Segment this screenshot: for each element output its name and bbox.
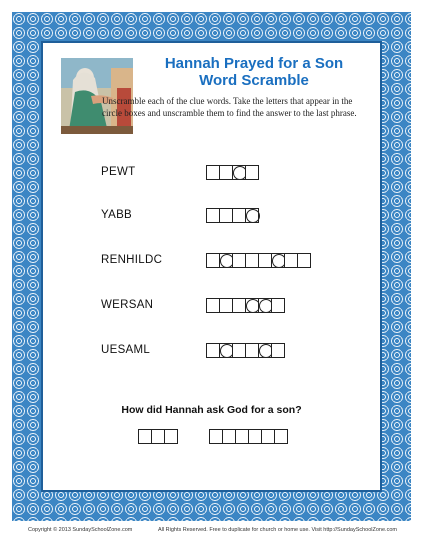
letter-box[interactable] xyxy=(271,343,285,358)
letter-box-row xyxy=(206,208,259,223)
answer-letter-box[interactable] xyxy=(164,429,178,444)
title-line-1: Hannah Prayed for a Son xyxy=(164,55,344,72)
answer-letter-box[interactable] xyxy=(222,429,236,444)
circled-letter-box[interactable] xyxy=(258,298,272,313)
letter-box-row xyxy=(206,343,285,358)
answer-letter-box[interactable] xyxy=(261,429,275,444)
letter-box[interactable] xyxy=(206,298,220,313)
letter-box[interactable] xyxy=(219,298,233,313)
instructions-text: Unscramble each of the clue words. Take the letters that appear in the circle boxes and unscramble them to find the answer to the last phrase. xyxy=(102,96,357,118)
worksheet-title xyxy=(147,55,361,89)
letter-box[interactable] xyxy=(232,343,246,358)
letter-box[interactable] xyxy=(232,253,246,268)
answer-letter-box[interactable] xyxy=(209,429,223,444)
circled-letter-box[interactable] xyxy=(271,253,285,268)
letter-box[interactable] xyxy=(206,343,220,358)
letter-box[interactable] xyxy=(219,208,233,223)
letter-box[interactable] xyxy=(206,253,220,268)
answer-letter-box[interactable] xyxy=(138,429,152,444)
clue-word: PEWT xyxy=(101,166,136,178)
final-question: How did Hannah ask God for a son? xyxy=(121,404,302,416)
letter-box[interactable] xyxy=(206,165,220,180)
footer-copyright: Copyright © 2013 SundaySchoolZone.com xyxy=(28,527,133,533)
letter-box[interactable] xyxy=(284,253,298,268)
clue-word: YABB xyxy=(101,209,133,221)
letter-box-row xyxy=(206,253,311,268)
footer-rights: All Rights Reserved. Free to duplicate for church or home use. Visit http://SundaySchoolZone.com xyxy=(158,527,397,533)
letter-box[interactable] xyxy=(271,298,285,313)
answer-word-boxes xyxy=(138,429,178,444)
letter-box[interactable] xyxy=(297,253,311,268)
circled-letter-box[interactable] xyxy=(232,165,246,180)
letter-box[interactable] xyxy=(245,253,259,268)
circled-letter-box[interactable] xyxy=(219,343,233,358)
letter-box[interactable] xyxy=(245,165,259,180)
title-line-2: Word Scramble xyxy=(199,72,309,89)
letter-box-row xyxy=(206,165,259,180)
answer-letter-box[interactable] xyxy=(274,429,288,444)
letter-box[interactable] xyxy=(258,253,272,268)
letter-box[interactable] xyxy=(232,208,246,223)
answer-letter-box[interactable] xyxy=(248,429,262,444)
circled-letter-box[interactable] xyxy=(245,298,259,313)
answer-word-boxes xyxy=(209,429,288,444)
circled-letter-box[interactable] xyxy=(219,253,233,268)
clue-word: UESAML xyxy=(101,344,151,356)
letter-box[interactable] xyxy=(232,298,246,313)
clue-word: RENHILDC xyxy=(101,254,163,266)
clue-word: WERSAN xyxy=(101,299,154,311)
answer-letter-box[interactable] xyxy=(151,429,165,444)
letter-box[interactable] xyxy=(219,165,233,180)
circled-letter-box[interactable] xyxy=(258,343,272,358)
answer-letter-box[interactable] xyxy=(235,429,249,444)
letter-box[interactable] xyxy=(245,343,259,358)
letter-box-row xyxy=(206,298,285,313)
worksheet-panel xyxy=(41,41,382,492)
letter-box[interactable] xyxy=(206,208,220,223)
circled-letter-box[interactable] xyxy=(245,208,259,223)
